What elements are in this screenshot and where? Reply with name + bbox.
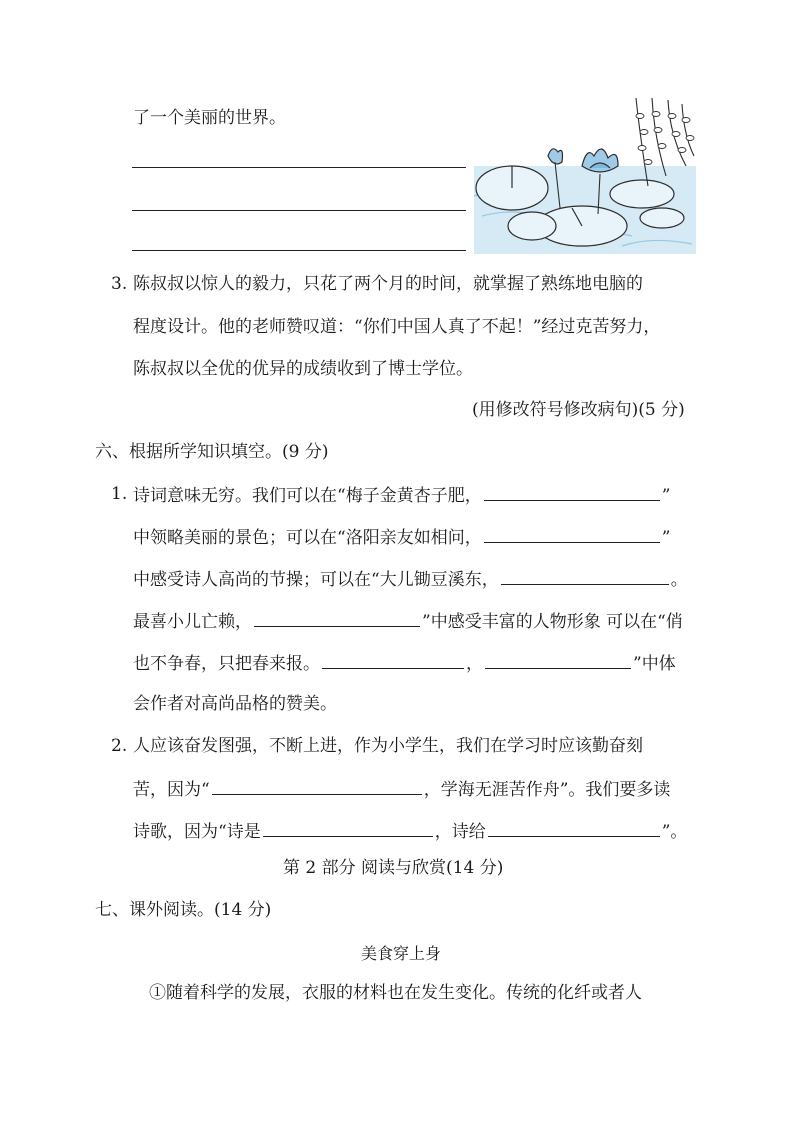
q1-line-3-text: 中感受诗人高尚的节操；可以在“大儿锄豆溪东， bbox=[133, 570, 499, 590]
fill-blank[interactable] bbox=[485, 652, 631, 669]
period-mark: 。 bbox=[670, 570, 688, 590]
comma-mark: ， bbox=[466, 654, 483, 674]
fill-blank[interactable] bbox=[501, 568, 669, 585]
fill-blank[interactable] bbox=[484, 526, 660, 543]
q2-line-1: 人应该奋发图强，不断上进，作为小学生，我们在学习时应该勤奋刻 bbox=[133, 736, 643, 756]
article-title: 美食穿上身 bbox=[361, 944, 442, 963]
q1-line-5-tail: ”中体 bbox=[633, 654, 676, 674]
q3-line-2: 程度设计。他的老师赞叹道：“你们中国人真了不起！”经过克苦努力， bbox=[133, 317, 661, 337]
part-heading: 第 2 部分 阅读与欣赏(14 分) bbox=[283, 858, 504, 878]
q3-line-3: 陈叔叔以全优的优异的成绩收到了博士学位。 bbox=[133, 359, 473, 379]
answer-line[interactable] bbox=[132, 210, 466, 211]
fill-blank[interactable] bbox=[254, 610, 420, 627]
q1-line-2-text: 中领略美丽的景色；可以在“洛阳亲友如相问， bbox=[133, 528, 482, 548]
q2-line-2-text: 苦，因为“ bbox=[133, 780, 210, 800]
answer-line[interactable] bbox=[132, 167, 466, 168]
quote-mark: ” bbox=[661, 486, 671, 506]
q1-line-6: 会作者对高尚品格的赞美。 bbox=[133, 694, 337, 714]
q2-line-3-text: 诗歌，因为“诗是 bbox=[133, 822, 261, 842]
quote-mark: ” bbox=[661, 528, 671, 548]
q1-line-5-text: 也不争春，只把春来报。 bbox=[133, 654, 320, 674]
q3-line-1: 陈叔叔以惊人的毅力，只花了两个月的时间，就掌握了熟练地电脑的 bbox=[133, 274, 643, 294]
fill-blank[interactable] bbox=[484, 484, 660, 501]
fill-blank[interactable] bbox=[263, 820, 433, 837]
fill-blank[interactable] bbox=[212, 778, 422, 795]
lotus-pond-illustration bbox=[472, 96, 698, 256]
section-heading: 六、根据所学知识填空。(9 分) bbox=[95, 442, 329, 462]
question-number: 1. bbox=[111, 484, 128, 504]
previous-answer-tail: 了一个美丽的世界。 bbox=[133, 108, 286, 128]
fill-blank[interactable] bbox=[488, 820, 660, 837]
question-number: 3. bbox=[111, 274, 128, 294]
q1-line-4-tail: ”中感受丰富的人物形象 可以在“俏 bbox=[422, 612, 683, 632]
q2-line-3-mid: ，诗给 bbox=[434, 822, 486, 842]
q1-line-4-text: 最喜小儿亡赖， bbox=[133, 612, 252, 632]
section-heading: 七、课外阅读。(14 分) bbox=[95, 900, 272, 920]
q2-line-3-tail: ”。 bbox=[661, 822, 688, 842]
question-number: 2. bbox=[111, 736, 128, 756]
q1-line-1-text: 诗词意味无穷。我们可以在“梅子金黄杏子肥， bbox=[133, 486, 482, 506]
answer-line[interactable] bbox=[132, 250, 466, 251]
article-paragraph: ①随着科学的发展，衣服的材料也在发生变化。传统的化纤或者人 bbox=[149, 983, 642, 1003]
fill-blank[interactable] bbox=[322, 652, 464, 669]
q2-line-2-tail: ，学海无涯苦作舟”。我们要多读 bbox=[423, 780, 671, 800]
q3-instruction: (用修改符号修改病句)(5 分) bbox=[472, 400, 685, 420]
